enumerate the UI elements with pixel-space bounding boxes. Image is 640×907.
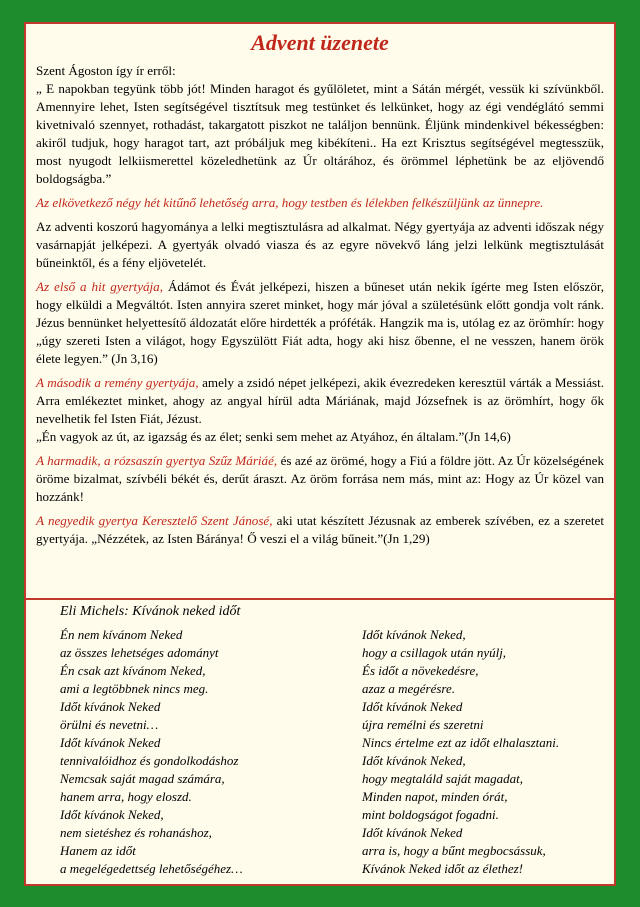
intro-line: Szent Ágoston így ír erről: [36, 63, 176, 78]
poem-section [26, 600, 614, 884]
candle-2-paragraph [36, 374, 604, 428]
wreath-paragraph: Az adventi koszorú hagyománya a lelki megtisztulásra ad alkalmat. Négy gyertyája az adventi időszak négy vasárnapját jelképezi. A gyertyák olvadó viasza és az egyre növekvő láng jelzi lelkünk megtisztulását bűneinktől, és a fény eljövetelét. [36, 219, 604, 270]
poem-line: Időt kívánok Neked [60, 699, 161, 714]
candle-4-text: aki utat készített Jézusnak az emberek szívében, ez a szeretet gyertyája. „Nézzétek, az Isten Báránya! Ő veszi el a világ bűneit.”(Jn 1,29) [36, 513, 604, 546]
candle-2-name: A második a remény gyertyája, [36, 375, 199, 390]
poem-line: Én nem kívánom Neked [60, 627, 183, 642]
poem-line: azaz a megérésre. [362, 681, 456, 696]
poem-line: Időt kívánok Neked [362, 699, 463, 714]
poem-title: Eli Michels: Kívánok neked időt [60, 604, 241, 619]
poem-line: És időt a növekedésre, [362, 663, 479, 678]
red-statement: Az elkövetkező négy hét kitűnő lehetőség arra, hogy testben és lélekben felkészüljünk az ünnepre. [36, 195, 544, 210]
poem-line: tennivalóidhoz és gondolkodáshoz [60, 753, 239, 768]
poem-line: Időt kívánok Neked [60, 735, 161, 750]
poem-line: mint boldogságot fogadni. [362, 807, 499, 822]
poem-left-column [60, 626, 362, 878]
augustine-quote: „ E napokban tegyünk több jót! Minden haragot és gyűlöletet, mint a Sátán mérgét, vessük ki szívünkből. Amennyire lehet, Isten segítségével tisztítsuk meg testünket és lelkünket, hogy az égi vendéglátó semmi kivetnivaló szennyet, rothadást, takargatott piszkot ne találjon bennünk. Éljünk mindenkivel békességben: akiről tudjuk, hogy haragot tart, azt próbáljuk meg kibékíteni.. Ha ezt Krisztus segítségével megtesszük, most nyugodt lelkiismerettel közeledhetünk az Úr oltárához, és örömmel léphetünk be az eljövendő boldogságba.” [36, 81, 604, 186]
advent-message-section [26, 24, 614, 598]
poem-line: a megelégedettség lehetőségéhez… [60, 861, 243, 876]
candle-1-paragraph [36, 278, 604, 368]
poem-line: ami a legtöbbnek nincs meg. [60, 681, 209, 696]
poem-line: Időt kívánok Neked [362, 825, 463, 840]
poem-line: az összes lehetséges adományt [60, 645, 219, 660]
candle-3-name: A harmadik, a rózsaszín gyertya Szűz Máriáé, [36, 453, 278, 468]
poem-line: Időt kívánok Neked, [60, 807, 164, 822]
poem-line: arra is, hogy a bűnt megbocsássuk, [362, 843, 546, 858]
poem-line: hanem arra, hogy eloszd. [60, 789, 192, 804]
poem-line: Hanem az időt [60, 843, 136, 858]
poem-line: hogy megtaláld saját magadat, [362, 771, 524, 786]
candle-3-paragraph [36, 452, 604, 506]
candle-2-text: amely a zsidó népet jelképezi, akik évezredeken keresztül várták a Messiást. Arra emlékeztet minket, ahogy az angyal hírül adta Máriának, majd Józsefnek is az örömhírt, hogy ők nevelhetik fel Isten Fiát, Jézust. [36, 375, 605, 426]
poem-line: Kívánok Neked időt az élethez! [362, 861, 524, 876]
candle-1-name: Az első a hit gyertyája, [36, 279, 164, 294]
poem-right-column [362, 626, 604, 878]
candle-3-text: és azé az örömé, hogy a Fiú a földre jött. Az Úr közelségének öröme bizalmat, szívbéli békét és, derűt áraszt. Az öröm forrása nem más, mint az: Hogy az Úr közel van hozzánk! [36, 453, 604, 504]
poem-line: hogy a csillagok után nyúlj, [362, 645, 507, 660]
poem-line: Nincs értelme ezt az időt elhalasztani. [362, 735, 560, 750]
document-page [24, 22, 616, 886]
candle-4-paragraph [36, 512, 604, 548]
poem-line: Nemcsak saját magad számára, [60, 771, 225, 786]
candle-2-quote: „Én vagyok az út, az igazság és az élet; senki sem mehet az Atyához, én általam.”(Jn 14,6) [36, 429, 511, 444]
poem-line: örülni és nevetni… [60, 717, 159, 732]
poem-line: nem sietéshez és rohanáshoz, [60, 825, 212, 840]
page-title: Advent üzenete [251, 30, 389, 55]
candle-1-text: Ádámot és Évát jelképezi, hiszen a bűneset után nekik ígérte meg Isten először, hogy elküldi a Megváltót. Isten annyira szeret minket, hogy már jóval a születésünk előtt gondja volt ránk. Jézus bennünket helyettesítő áldozatát előre hirdették a próféták. Hangzik ma is, utólag ez az örömhír: hogy „úgy szereti Isten a világot, hogy Egyszülött Fiát adta, hogy aki hisz őbenne, el ne vesszen, hanem örök élete legyen.” (Jn 3,16) [36, 279, 605, 366]
poem-line: Időt kívánok Neked, [362, 627, 466, 642]
poem-line: újra remélni és szeretni [362, 717, 484, 732]
candle-4-name: A negyedik gyertya Keresztelő Szent Jánosé, [36, 513, 273, 528]
poem-line: Minden napot, minden órát, [362, 789, 508, 804]
poem-line: Időt kívánok Neked, [362, 753, 466, 768]
poem-line: Én csak azt kívánom Neked, [60, 663, 206, 678]
